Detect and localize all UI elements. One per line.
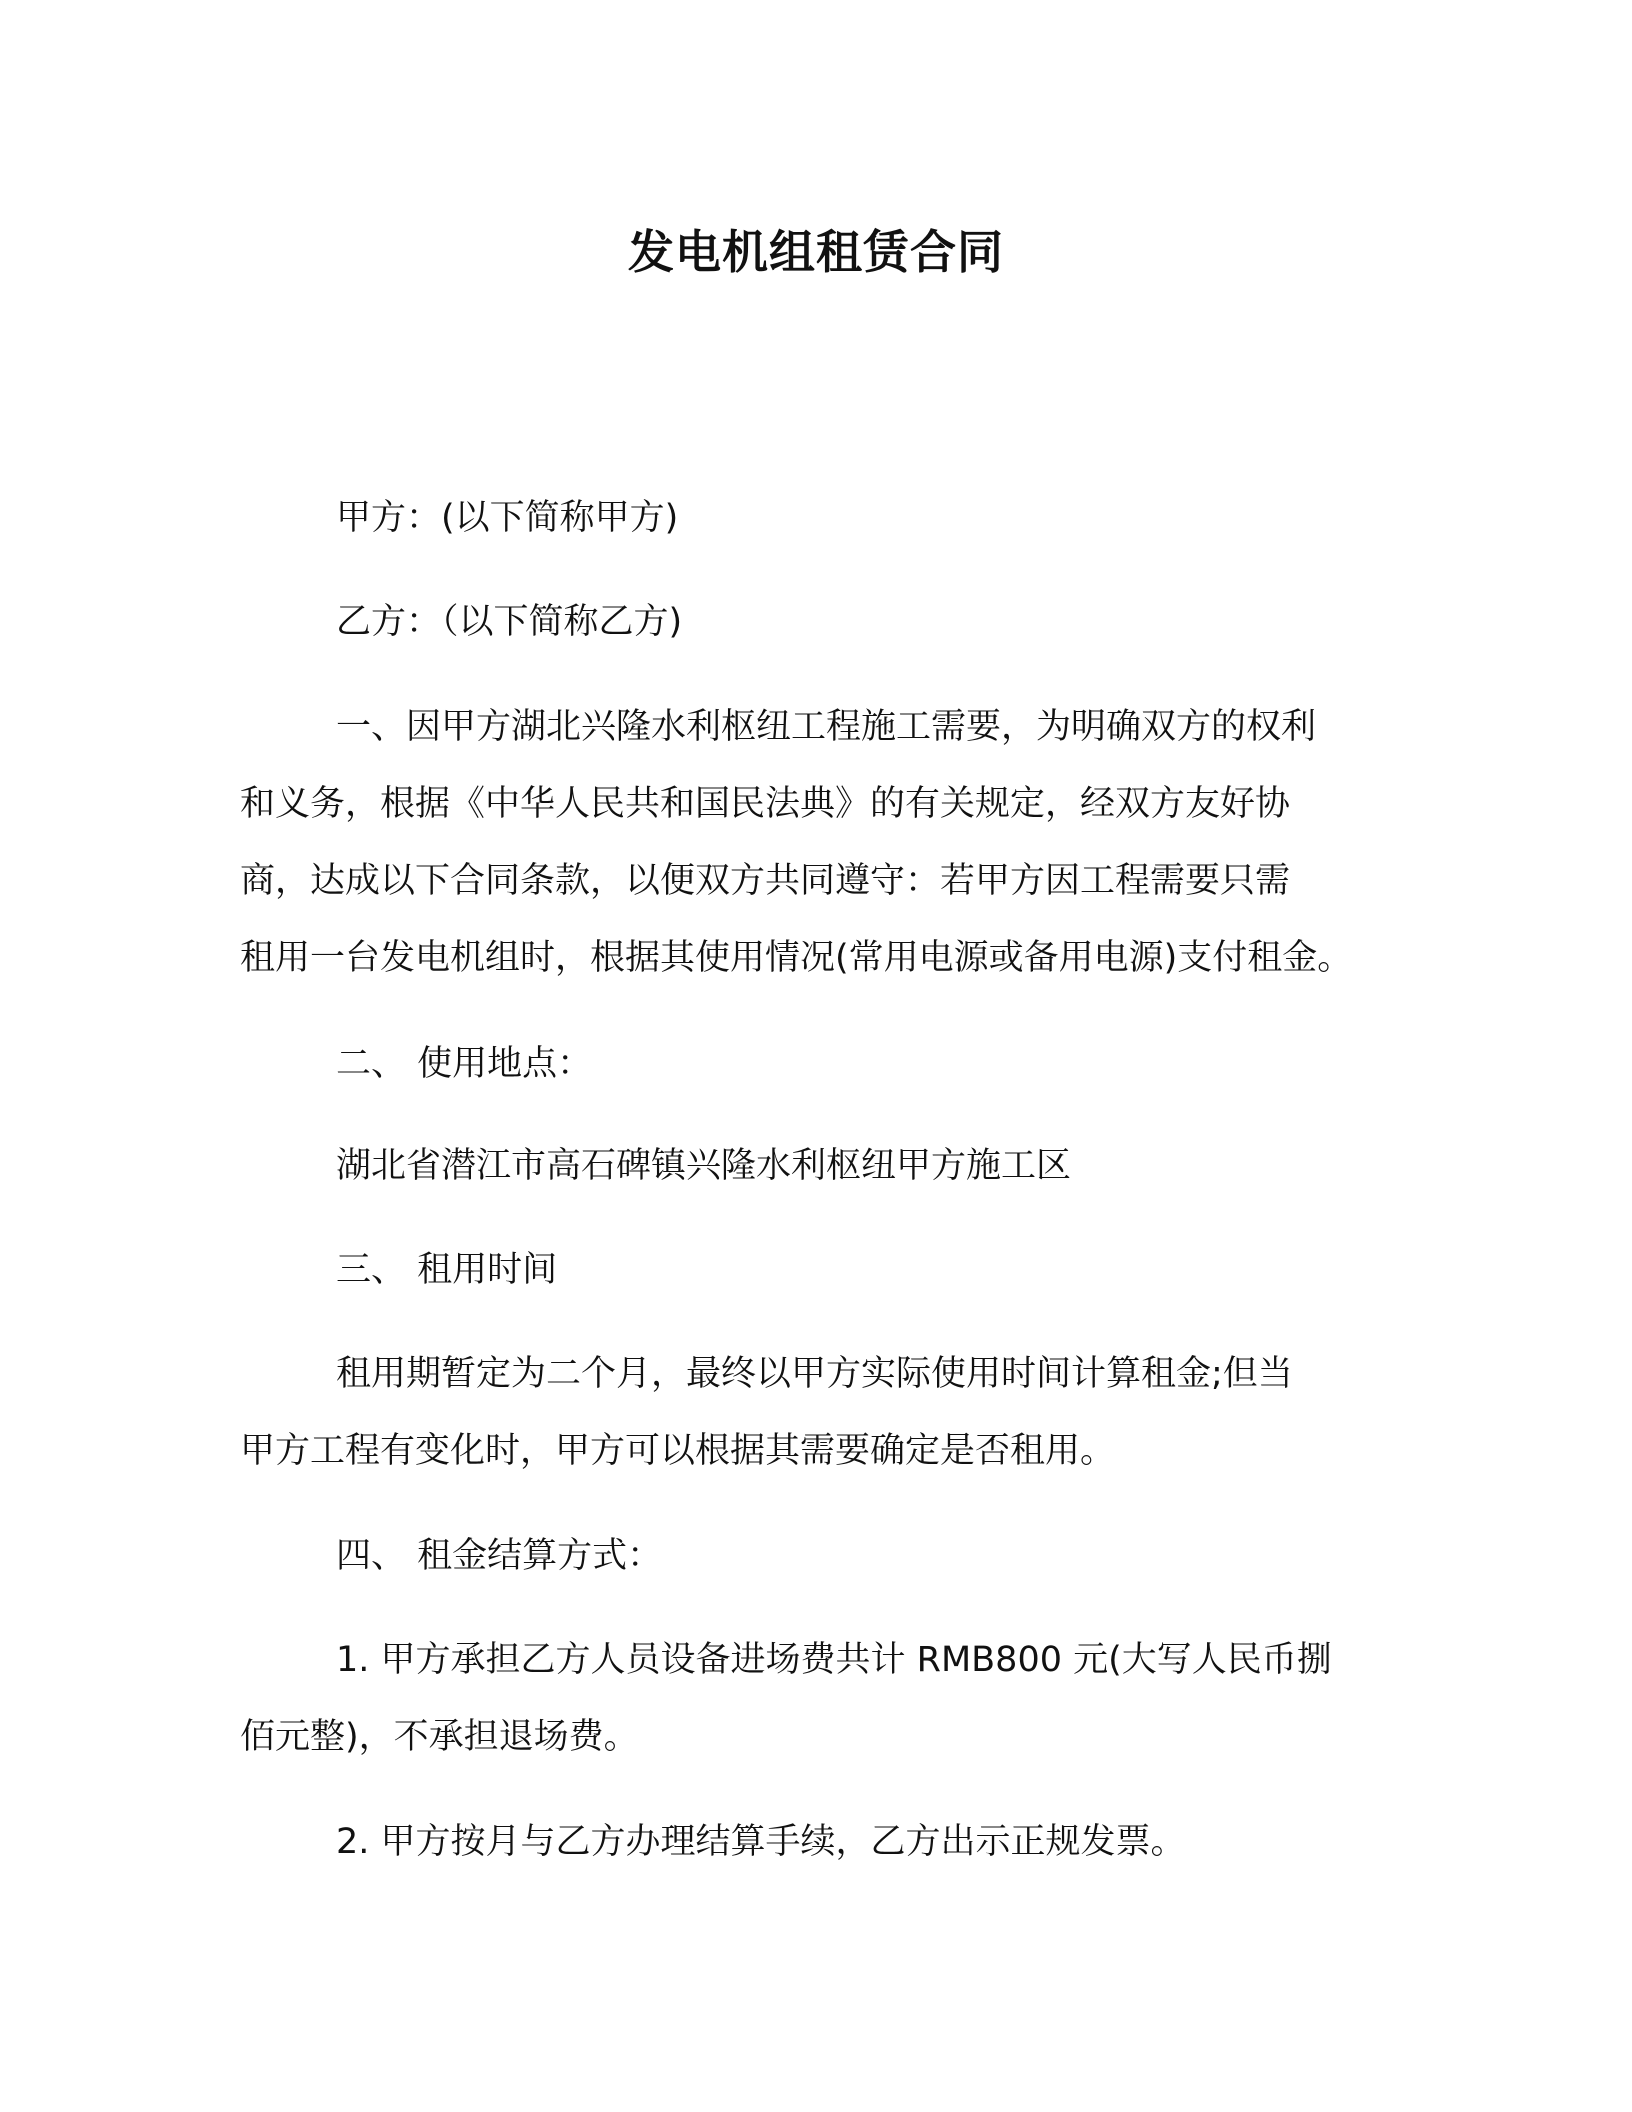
clause-1-line-2: 和义务，根据《中华人民共和国民法典》的有关规定，经双方友好协: [240, 784, 1291, 824]
document-title: 发电机组租赁合同: [628, 225, 1004, 279]
clause-1-line-1: 一、因甲方湖北兴隆水利枢纽工程施工需要，为明确双方的权利: [336, 707, 1317, 747]
clause-1-line-3: 商，达成以下合同条款，以便双方共同遵守：若甲方因工程需要只需: [240, 861, 1291, 901]
party-a-line: 甲方：(以下简称甲方): [336, 498, 679, 538]
section-4-heading: 四、 租金结算方式：: [336, 1536, 663, 1576]
clause-1-line-4: 租用一台发电机组时，根据其使用情况(常用电源或备用电源)支付租金。: [240, 938, 1353, 978]
rental-period-line-1: 租用期暂定为二个月，最终以甲方实际使用时间计算租金;但当: [336, 1354, 1293, 1394]
location-line: 湖北省潜江市高石碑镇兴隆水利枢纽甲方施工区: [336, 1146, 1072, 1186]
settlement-item-2: 2. 甲方按月与乙方办理结算手续，乙方出示正规发票。: [336, 1822, 1186, 1862]
settlement-item-1-line-2: 佰元整)，不承担退场费。: [240, 1717, 639, 1757]
section-3-heading: 三、 租用时间: [336, 1250, 558, 1290]
party-b-line: 乙方：（以下简称乙方): [336, 602, 683, 642]
settlement-item-1-line-1: 1. 甲方承担乙方人员设备进场费共计 RMB800 元(大写人民币捌: [336, 1640, 1332, 1680]
section-2-heading: 二、 使用地点：: [336, 1044, 593, 1084]
rental-period-line-2: 甲方工程有变化时，甲方可以根据其需要确定是否租用。: [240, 1431, 1116, 1471]
